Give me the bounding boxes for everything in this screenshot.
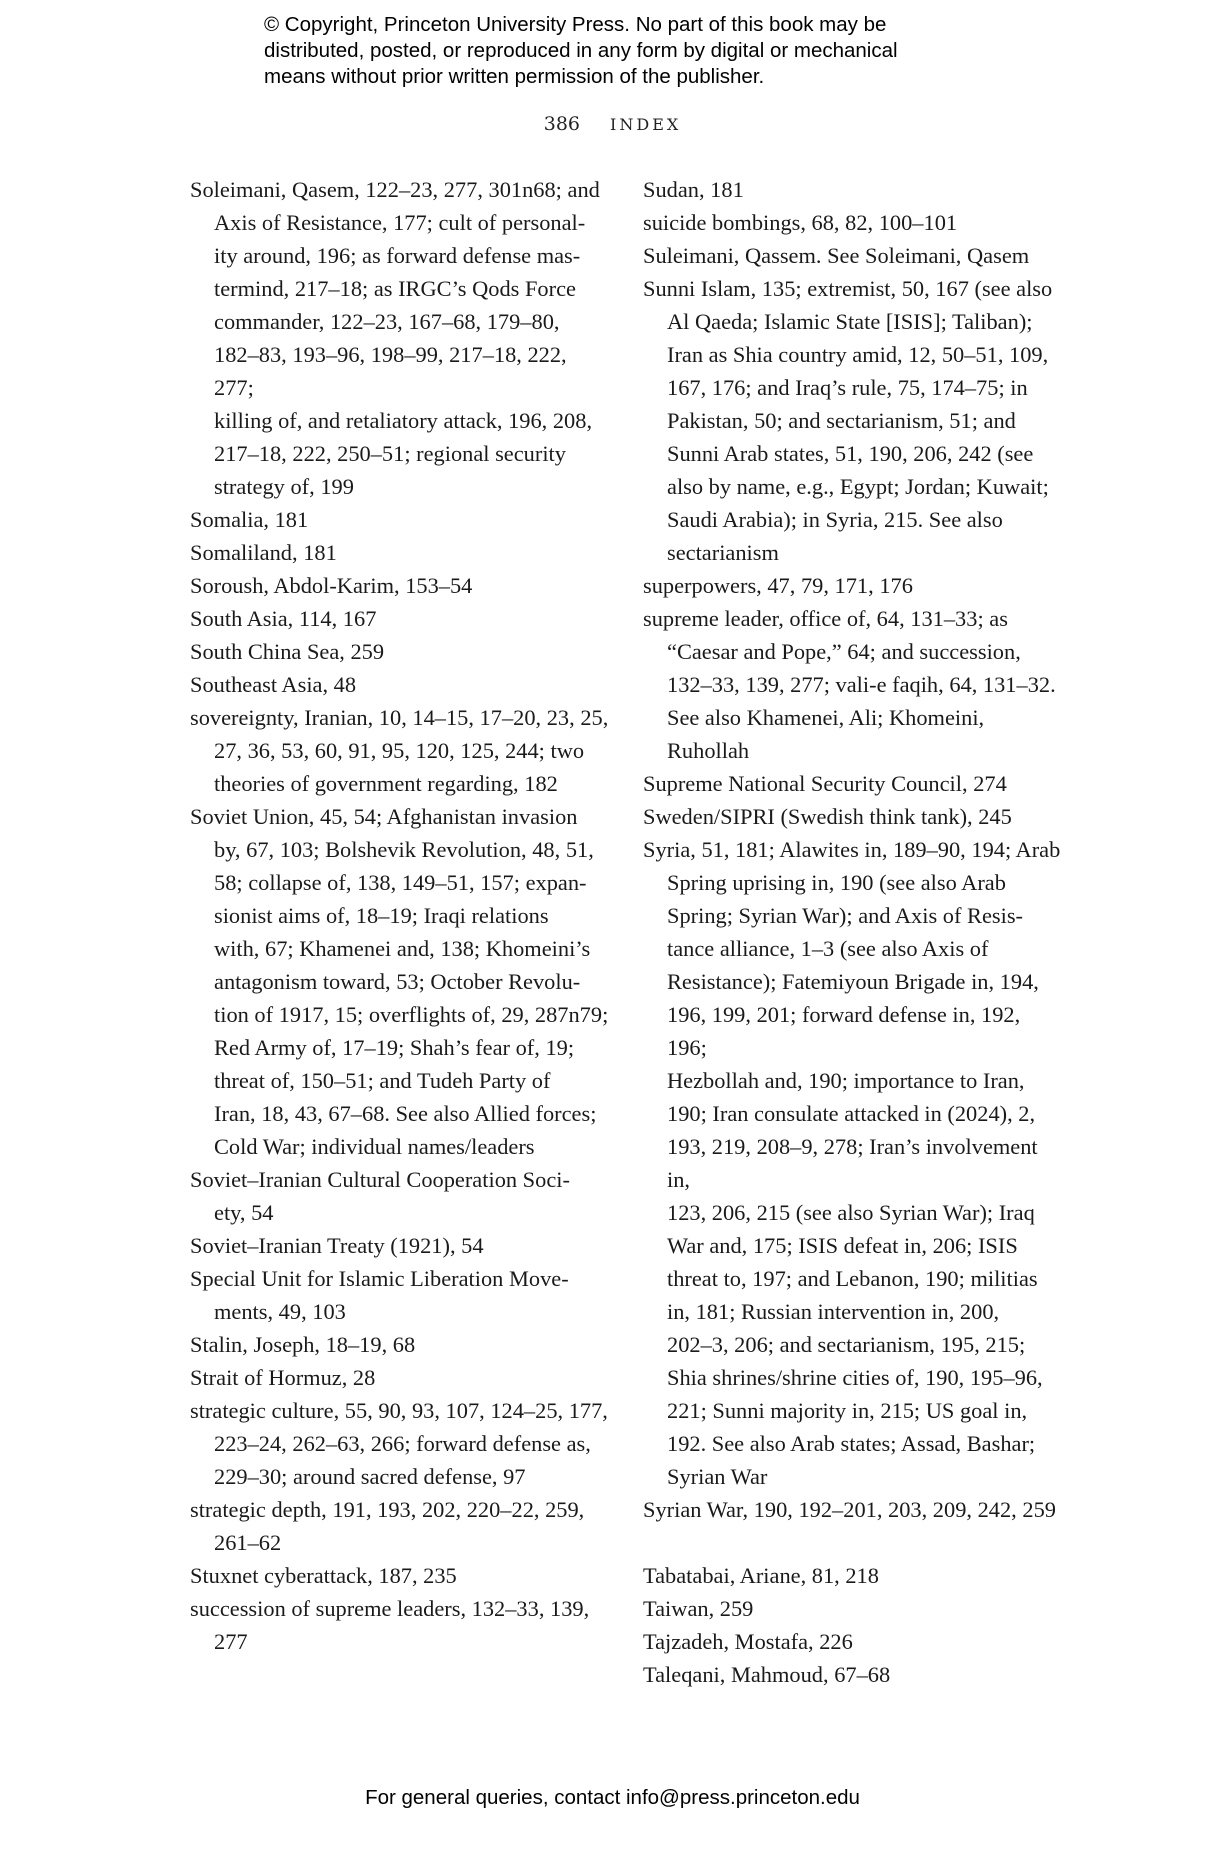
index-entry-line: antagonism toward, 53; October Revolu- [214,969,581,994]
index-entry-line: ety, 54 [214,1200,274,1225]
index-entry-line: Southeast Asia, 48 [190,672,357,697]
index-entry-line: Soroush, Abdol-Karim, 153–54 [190,573,473,598]
running-head [0,113,1225,135]
index-entry-line: 202–3, 206; and sectarianism, 195, 215; [667,1332,1026,1357]
index-entry-line: South China Sea, 259 [190,639,385,664]
index-entry [190,602,610,635]
index-entry-line: 123, 206, 215 (see also Syrian War); Iraq [667,1200,1035,1225]
index-entry-line: by, 67, 103; Bolshevik Revolution, 48, 51, [214,837,594,862]
index-entry [643,173,1063,206]
index-entry-line: Supreme National Security Council, 274 [643,771,1007,796]
index-entry [643,1493,1063,1526]
index-entry-line: ity around, 196; as forward defense mas- [214,243,581,268]
index-entry-line: superpowers, 47, 79, 171, 176 [643,573,913,598]
index-entry [190,635,610,668]
index-entry-line: 190; Iran consulate attacked in (2024), 2, [667,1101,1036,1126]
index-entry-line: Stalin, Joseph, 18–19, 68 [190,1332,416,1357]
index-entry-line: Tabatabai, Ariane, 81, 218 [643,1563,879,1588]
index-entry-line: killing of, and retaliatory attack, 196, 208, [214,408,593,433]
index-entry-line: Somalia, 181 [190,507,309,532]
index-entry-line: tance alliance, 1–3 (see also Axis of [667,936,989,961]
index-entry-line: War and, 175; ISIS defeat in, 206; ISIS [667,1233,1018,1258]
index-entry-line: Axis of Resistance, 177; cult of personal- [214,210,586,235]
index-entry [190,1592,610,1658]
index-column-right [643,173,1063,1691]
index-entry-line: theories of government regarding, 182 [214,771,558,796]
index-entry-line: South Asia, 114, 167 [190,606,377,631]
index-entry-line: 261–62 [214,1530,282,1555]
index-entry-line: Spring; Syrian War); and Axis of Resis- [667,903,1024,928]
index-entry [190,173,610,503]
index-entry [190,503,610,536]
index-entry [190,1163,610,1229]
index-entry-line: in, 181; Russian intervention in, 200, [667,1299,1000,1324]
index-entry-line: 229–30; around sacred defense, 97 [214,1464,526,1489]
index-entry-line: threat of, 150–51; and Tudeh Party of [214,1068,551,1093]
index-entry [190,701,610,800]
index-entry-line: 277 [214,1629,248,1654]
index-entry-line: Hezbollah and, 190; importance to Iran, [667,1068,1025,1093]
index-entry [190,569,610,602]
index-entry-line: with, 67; Khamenei and, 138; Khomeini’s [214,936,591,961]
index-entry-line: Soviet Union, 45, 54; Afghanistan invasion [190,804,578,829]
index-entry [643,1625,1063,1658]
index-entry [643,239,1063,272]
index-entry-line: 167, 176; and Iraq’s rule, 75, 174–75; in [667,375,1028,400]
index-entry-line: strategic depth, 191, 193, 202, 220–22, 259, [190,1497,585,1522]
index-entry [643,1559,1063,1592]
index-entry [643,272,1063,569]
index-entry-line: commander, 122–23, 167–68, 179–80, [214,309,560,334]
index-entry-line: tion of 1917, 15; overflights of, 29, 287n79; [214,1002,609,1027]
index-entry-line: Suleimani, Qassem. See Soleimani, Qasem [643,243,1030,268]
index-entry [643,1592,1063,1625]
index-entry-line: Saudi Arabia); in Syria, 215. See also [667,507,1003,532]
index-entry-line: Syria, 51, 181; Alawites in, 189–90, 194; Arab [643,837,1061,862]
index-entry [190,1559,610,1592]
index-entry-line: also by name, e.g., Egypt; Jordan; Kuwait; [667,474,1049,499]
index-entry-line: suicide bombings, 68, 82, 100–101 [643,210,958,235]
index-entry-line: Cold War; individual names/leaders [214,1134,535,1159]
index-entry [643,206,1063,239]
index-entry-line: sovereignty, Iranian, 10, 14–15, 17–20, 23, 25, [190,705,609,730]
index-entry-line: “Caesar and Pope,” 64; and succession, [667,639,1021,664]
index-entry-line: Stuxnet cyberattack, 187, 235 [190,1563,457,1588]
index-entry-line: sectarianism [667,540,779,565]
index-entry [190,1328,610,1361]
index-entry [190,1262,610,1328]
index-entry-line: Syrian War, 190, 192–201, 203, 209, 242, 259 [643,1497,1056,1522]
index-entry-line: 132–33, 139, 277; vali-e faqih, 64, 131–32. [667,672,1056,697]
index-entry-line: Ruhollah [667,738,750,763]
index-entry-line: Somaliland, 181 [190,540,337,565]
index-entry-line: Al Qaeda; Islamic State [ISIS]; Taliban); [667,309,1033,334]
index-entry [190,1229,610,1262]
index-entry-line: termind, 217–18; as IRGC’s Qods Force [214,276,576,301]
index-entry-line: Soviet–Iranian Treaty (1921), 54 [190,1233,484,1258]
index-entry-line: Sudan, 181 [643,177,744,202]
index-entry-line: Resistance); Fatemiyoun Brigade in, 194, [667,969,1039,994]
index-entry-line: Strait of Hormuz, 28 [190,1365,376,1390]
index-entry-line: strategic culture, 55, 90, 93, 107, 124–25, 177, [190,1398,608,1423]
index-entry [643,602,1063,767]
index-entry-line: Syrian War [667,1464,768,1489]
index-entry-line: 217–18, 222, 250–51; regional security [214,441,566,466]
index-entry-line: Iran, 18, 43, 67–68. See also Allied forces; [214,1101,597,1126]
index-entry-line: Soleimani, Qasem, 122–23, 277, 301n68; and [190,177,600,202]
index-entry-line: Shia shrines/shrine cities of, 190, 195–96, [667,1365,1043,1390]
index-entry [643,833,1063,1493]
index-entry-line: Sunni Islam, 135; extremist, 50, 167 (see also [643,276,1053,301]
index-entry [190,668,610,701]
index-entry [643,1658,1063,1691]
index-entry-line: Red Army of, 17–19; Shah’s fear of, 19; [214,1035,575,1060]
index-entry-line: Taiwan, 259 [643,1596,754,1621]
copyright-line: means without prior written permission of the publisher. [264,65,765,88]
index-entry-line: Special Unit for Islamic Liberation Move- [190,1266,569,1291]
index-entry-line: 27, 36, 53, 60, 91, 95, 120, 125, 244; two [214,738,585,763]
index-entry-line: Sunni Arab states, 51, 190, 206, 242 (see [667,441,1034,466]
index-entry-line: ments, 49, 103 [214,1299,346,1324]
index-entry-line: 223–24, 262–63, 266; forward defense as, [214,1431,591,1456]
index-entry [190,1493,610,1559]
index-entry [190,536,610,569]
index-column-left [190,173,610,1658]
index-entry [643,800,1063,833]
copyright-line: distributed, posted, or reproduced in any form by digital or mechanical [264,39,898,62]
copyright-line: © Copyright, Princeton University Press. No part of this book may be [264,13,887,36]
index-entry [190,800,610,1163]
index-entry-line: Spring uprising in, 190 (see also Arab [667,870,1006,895]
index-entry-line: See also Khamenei, Ali; Khomeini, [667,705,985,730]
letter-gap [643,1526,1063,1559]
index-entry-line: Taleqani, Mahmoud, 67–68 [643,1662,891,1687]
footer-contact: For general queries, contact info@press.princeton.edu [365,1786,860,1809]
index-entry-line: 221; Sunni majority in, 215; US goal in, [667,1398,1028,1423]
index-entry-line: Sweden/SIPRI (Swedish think tank), 245 [643,804,1012,829]
index-entry [190,1394,610,1493]
index-entry-line: 192. See also Arab states; Assad, Bashar; [667,1431,1036,1456]
copyright-notice [264,12,984,90]
index-entry [643,569,1063,602]
index-entry-line: Tajzadeh, Mostafa, 226 [643,1629,853,1654]
index-entry-line: threat to, 197; and Lebanon, 190; militias [667,1266,1038,1291]
index-entry-line: 193, 219, 208–9, 278; Iran’s involvement in, [667,1134,1038,1192]
index-entry-line: 196, 199, 201; forward defense in, 192, 196; [667,1002,1021,1060]
index-entry-line: Iran as Shia country amid, 12, 50–51, 109, [667,342,1049,367]
index-entry [190,1361,610,1394]
index-entry-line: 182–83, 193–96, 198–99, 217–18, 222, 277; [214,342,567,400]
index-entry-line: Soviet–Iranian Cultural Cooperation Soci- [190,1167,570,1192]
index-entry-line: 58; collapse of, 138, 149–51, 157; expan- [214,870,587,895]
index-entry-line: Pakistan, 50; and sectarianism, 51; and [667,408,1016,433]
index-entry-line: succession of supreme leaders, 132–33, 139, [190,1596,590,1621]
index-entry-line: strategy of, 199 [214,474,354,499]
page-number: 386 [543,113,580,135]
section-title: INDEX [610,115,682,134]
index-entry [643,767,1063,800]
index-entry-line: supreme leader, office of, 64, 131–33; as [643,606,1008,631]
index-entry-line: sionist aims of, 18–19; Iraqi relations [214,903,549,928]
